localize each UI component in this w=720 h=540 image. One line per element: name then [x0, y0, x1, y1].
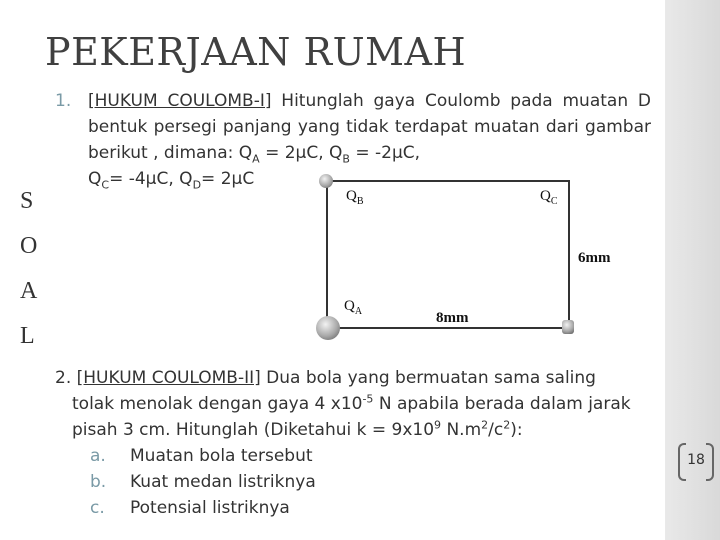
charge-qd-node [562, 320, 574, 334]
label-qa [344, 298, 362, 315]
side-letter: O [20, 233, 40, 259]
question-2-text [72, 391, 655, 521]
rect-left-edge [326, 180, 328, 329]
option-text: Kuat medan listriknya [130, 472, 316, 492]
question-2-text-part: N apabila berada dalam jarak pisah 3 cm. Hitunglah (Diketahui k = 9x10 [72, 394, 631, 440]
question-2 [55, 365, 655, 521]
side-letter: A [20, 278, 40, 304]
label-qc-sub: C [550, 196, 558, 207]
subscript: C [101, 178, 110, 192]
option-text: Potensial listriknya [130, 498, 290, 518]
option-item [90, 495, 655, 521]
subscript: B [342, 152, 350, 166]
side-letter: S [20, 188, 36, 214]
side-letters [20, 188, 50, 368]
label-qa-sub: A [354, 306, 363, 317]
question-1-text-part: = -2μC, [349, 143, 421, 163]
superscript: 9 [434, 418, 442, 432]
option-item [90, 443, 655, 469]
question-2-text-part: tolak menolak dengan gaya 4 x10 [72, 394, 363, 414]
question-2-text-part: N.m [441, 420, 482, 440]
slide-title: PEKERJAAN RUMAH [45, 30, 467, 74]
bracket-right [706, 443, 714, 481]
question-1-text-part: = -4μC, Q [109, 169, 193, 189]
question-1-text-part: = 2μC [201, 169, 255, 189]
rect-top-edge [326, 180, 570, 182]
label-qa-text: Q [344, 298, 355, 314]
side-letter: L [20, 323, 37, 349]
charge-qa-node [316, 316, 340, 340]
rect-bottom-edge [326, 327, 570, 329]
question-2-text-part: ): [510, 420, 523, 440]
question-1-text-part: Q [88, 169, 102, 189]
label-qb [346, 188, 364, 205]
page-number: 18 [687, 452, 705, 468]
question-2-first-line [55, 365, 655, 391]
question-2-number: 2. [55, 368, 72, 388]
label-qb-sub: B [356, 196, 364, 207]
question-1-text-part: Hitunglah gaya Coulomb pada muatan D bentuk persegi panjang yang tidak terdapat muatan dari gambar berikut , dimana: Q [88, 91, 651, 163]
question-2-text-part: Dua bola yang bermuatan sama saling [260, 368, 596, 388]
page-number-badge [678, 443, 714, 477]
superscript: -5 [362, 392, 374, 406]
subscript: A [252, 152, 260, 166]
question-1-tag: [HUKUM COULOMB-I] [88, 91, 272, 111]
charge-diagram [316, 172, 611, 344]
option-letter: a. [90, 446, 106, 466]
width-label: 8mm [436, 310, 469, 326]
height-label: 6mm [578, 250, 611, 266]
question-2-tag: [HUKUM COULOMB-II] [76, 368, 261, 388]
bracket-left [678, 443, 686, 481]
charge-qb-node [319, 174, 333, 188]
label-qb-text: Q [346, 188, 357, 204]
label-qc-text: Q [540, 188, 551, 204]
option-letter: b. [90, 472, 107, 492]
superscript: 2 [503, 418, 511, 432]
label-qc [540, 188, 558, 205]
option-item [90, 469, 655, 495]
option-text: Muatan bola tersebut [130, 446, 313, 466]
superscript: 2 [481, 418, 489, 432]
subscript: D [192, 178, 202, 192]
rect-right-edge [568, 180, 570, 329]
option-letter: c. [90, 498, 105, 518]
question-1-text-part: = 2μC, Q [259, 143, 343, 163]
question-1-number: 1. [55, 91, 72, 111]
question-2-text-part: /c [488, 420, 504, 440]
